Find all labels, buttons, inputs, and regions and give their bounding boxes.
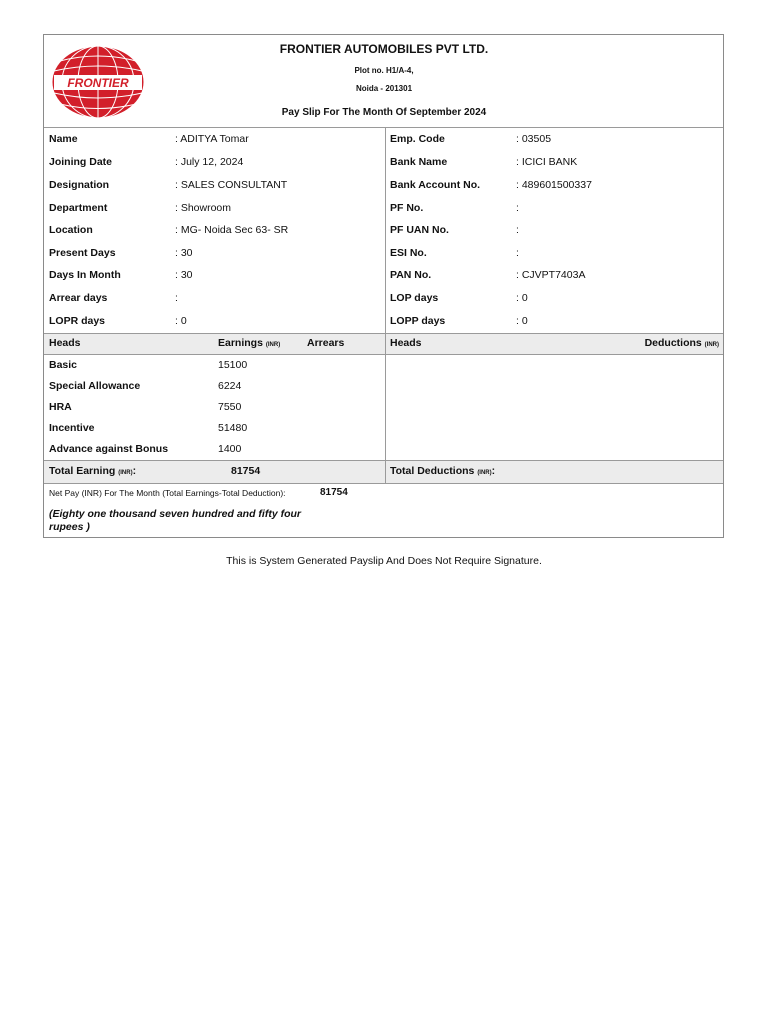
label-lopr-days: LOPR days [49, 315, 106, 327]
arrears-header: Arrears [307, 337, 345, 349]
label-bank-account: Bank Account No. [390, 179, 481, 191]
total-earning-label [49, 465, 136, 477]
value-lopr-days: : 0 [175, 315, 187, 327]
label-pf-no: PF No. [390, 202, 424, 214]
label-lop-days: LOP days [390, 292, 439, 304]
earning-amount-advance-bonus: 1400 [218, 443, 242, 455]
label-department: Department [49, 202, 108, 214]
earning-head-incentive: Incentive [49, 422, 95, 434]
value-pf-no: : [516, 202, 519, 214]
label-esi-no: ESI No. [390, 247, 427, 259]
label-location: Location [49, 224, 93, 236]
label-pan-no: PAN No. [390, 269, 432, 281]
value-joining-date: : July 12, 2024 [175, 156, 244, 168]
footer-note: This is System Generated Payslip And Does Not Require Signature. [226, 555, 542, 567]
earnings-header-label: Earnings [218, 337, 263, 349]
label-arrear-days: Arrear days [49, 292, 108, 304]
heads-header-bg [44, 333, 723, 354]
value-department: : Showroom [175, 202, 232, 214]
frontier-globe-logo [50, 43, 146, 121]
earning-amount-incentive: 51480 [218, 422, 248, 434]
value-emp-code: : 03505 [516, 133, 552, 145]
deductions-header-label: Deductions [644, 337, 702, 349]
total-deductions-unit: (INR) [477, 470, 492, 476]
earning-head-advance-bonus: Advance against Bonus [49, 443, 169, 455]
totals-bottom-divider [44, 483, 723, 484]
earnings-header-unit: (INR) [265, 342, 281, 348]
value-bank-account: : 489601500337 [516, 179, 592, 191]
header-divider [44, 127, 723, 128]
company-address-line2: Noida - 201301 [355, 84, 413, 93]
value-days-in-month: : 30 [175, 269, 193, 281]
net-pay-label: Net Pay (INR) For The Month (Total Earnings-Total Deduction): [49, 488, 286, 498]
total-earning-unit: (INR) [118, 470, 133, 476]
earnings-header [218, 337, 280, 349]
total-earning-text: Total Earning [49, 465, 116, 477]
total-deductions-colon: : [491, 465, 496, 477]
value-pan-no: : CJVPT7403A [516, 269, 586, 281]
value-lop-days: : 0 [516, 292, 528, 304]
deduction-heads-header: Heads [390, 337, 422, 349]
info-divider [44, 333, 723, 334]
heads-divider [44, 354, 723, 355]
deductions-header-unit: (INR) [704, 342, 719, 348]
label-days-in-month: Days In Month [49, 269, 121, 281]
value-present-days: : 30 [175, 247, 193, 259]
label-designation: Designation [49, 179, 110, 191]
value-lopp-days: : 0 [516, 315, 528, 327]
net-pay-value: 81754 [320, 487, 348, 498]
payslip-title: Pay Slip For The Month Of September 2024 [281, 107, 487, 118]
total-deductions-text: Total Deductions [390, 465, 475, 477]
value-name: : ADITYA Tomar [175, 133, 249, 145]
center-divider [385, 127, 386, 483]
label-emp-code: Emp. Code [390, 133, 445, 145]
company-name: FRONTIER AUTOMOBILES PVT LTD. [279, 42, 489, 56]
label-bank-name: Bank Name [390, 156, 448, 168]
earning-head-basic: Basic [49, 359, 78, 371]
company-address-line1: Plot no. H1/A-4, [354, 66, 414, 75]
net-pay-in-words: (Eighty one thousand seven hundred and fifty four rupees ) [49, 508, 302, 533]
value-pf-uan-no: : [516, 224, 519, 236]
total-earning-value: 81754 [231, 465, 261, 477]
earnings-heads-header: Heads [49, 337, 81, 349]
label-pf-uan-no: PF UAN No. [390, 224, 449, 236]
value-esi-no: : [516, 247, 519, 259]
label-name: Name [49, 133, 78, 145]
totals-top-divider [44, 460, 723, 461]
value-designation: : SALES CONSULTANT [175, 179, 288, 191]
payslip [43, 34, 724, 538]
total-earning-colon: : [132, 465, 137, 477]
value-bank-name: : ICICI BANK [516, 156, 578, 168]
label-lopp-days: LOPP days [390, 315, 446, 327]
label-joining-date: Joining Date [49, 156, 113, 168]
logo-text: FRONTIER [67, 76, 129, 90]
earning-amount-basic: 15100 [218, 359, 248, 371]
total-deductions-label [390, 465, 495, 477]
earning-amount-hra: 7550 [218, 401, 242, 413]
value-location: : MG- Noida Sec 63- SR [175, 224, 289, 236]
value-arrear-days: : [175, 292, 178, 304]
deductions-header [645, 337, 719, 349]
earning-amount-special-allowance: 6224 [218, 380, 242, 392]
totals-bg [44, 460, 723, 483]
label-present-days: Present Days [49, 247, 116, 259]
earning-head-special-allowance: Special Allowance [49, 380, 141, 392]
earning-head-hra: HRA [49, 401, 72, 413]
